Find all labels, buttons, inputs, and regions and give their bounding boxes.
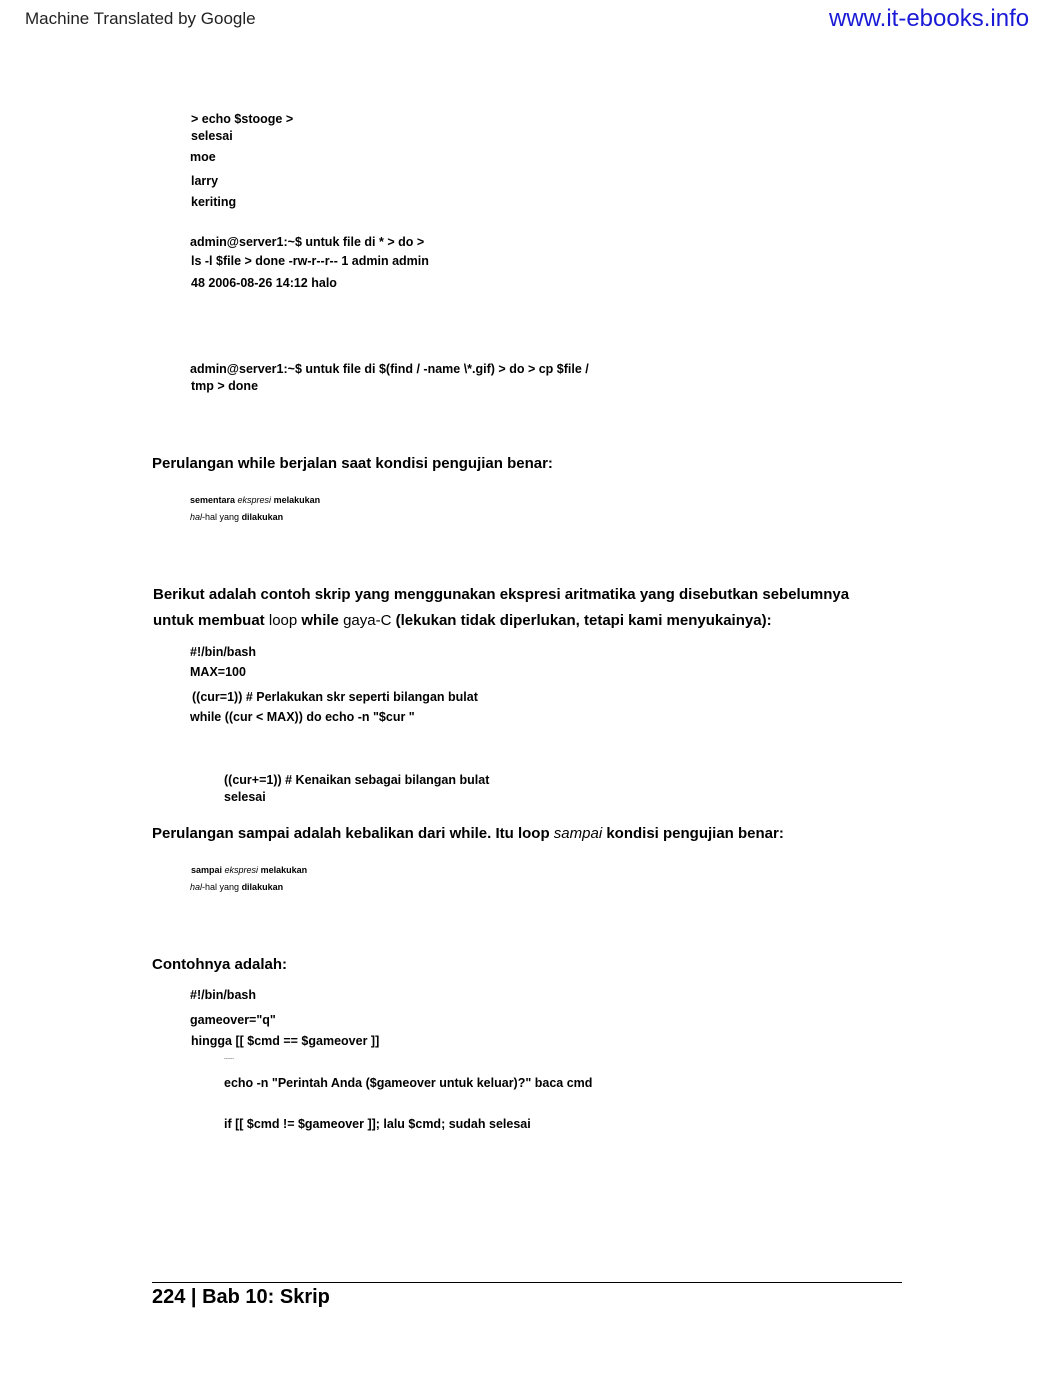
footer-rule [152,1282,902,1283]
text: sampai [553,825,603,842]
paragraph-line: Berikut adalah contoh skrip yang menggunakan ekspresi aritmatika yang disebutkan sebelumnya [153,586,850,603]
keyword: sampai [191,865,223,875]
code-line: selesai [224,790,266,804]
code-line: gameover="q" [190,1013,276,1027]
code-line: #!/bin/bash [190,988,256,1002]
code-line: if [[ $cmd != $gameover ]]; lalu $cmd; sudah selesai [224,1117,531,1131]
text: untuk membuat [153,612,265,629]
code-line: tmp > done [191,379,259,393]
code-line: ((cur+=1)) # Kenaikan sebagai bilangan bulat [224,773,490,787]
keyword: dilakukan [241,512,284,522]
keyword: dilakukan [241,882,284,892]
code-line: admin@server1:~$ untuk file di * > do > [190,235,425,249]
paragraph-line [153,612,772,629]
code-line: larry [191,174,219,188]
text: gaya-C [343,612,392,629]
page-footer: 224 | Bab 10: Skrip [152,1286,330,1308]
code-line: hingga [[ $cmd == $gameover ]] [191,1034,380,1048]
code-line: 48 2006-08-26 14:12 halo [191,276,337,290]
placeholder: ekspresi [237,495,272,505]
placeholder-rest: -hal yang [202,512,240,522]
placeholder: ekspresi [224,865,259,875]
code-line: admin@server1:~$ untuk file di $(find / -name \*.gif) > do > cp $file / [190,362,589,376]
code-line: keriting [191,195,237,209]
while-heading: Perulangan while berjalan saat kondisi pengujian benar: [152,455,553,472]
text: while [301,612,339,629]
until-syntax-line2 [190,882,283,892]
keyword: melakukan [260,865,308,875]
until-syntax-line1 [191,865,307,875]
example-heading: Contohnya adalah: [152,956,288,973]
code-line: > echo $stooge > [191,112,294,126]
text: kondisi pengujian benar: [606,825,784,842]
text: Perulangan sampai adalah kebalikan dari while. Itu loop [152,825,550,842]
keyword: sementara [190,495,236,505]
machine-translated-label: Machine Translated by Google [25,9,256,28]
code-line: selesai [191,129,233,143]
placeholder: hal [190,882,203,892]
keyword: melakukan [273,495,321,505]
placeholder-rest: -hal yang [202,882,240,892]
until-heading [152,825,784,842]
code-line: while ((cur < MAX)) do echo -n "$cur " [190,710,415,724]
while-syntax-line1 [190,495,320,505]
text: (lekukan tidak diperlukan, tetapi kami menyukainya): [395,612,772,629]
code-mark: ------ [224,1056,234,1062]
code-line: #!/bin/bash [190,645,256,659]
code-line: moe [190,150,216,164]
text: loop [268,612,298,629]
site-link[interactable]: www.it-ebooks.info [829,5,1030,32]
while-syntax-line2 [190,512,283,522]
placeholder: hal [190,512,203,522]
code-line: MAX=100 [190,665,246,679]
code-line: echo -n "Perintah Anda ($gameover untuk keluar)?" baca cmd [224,1076,593,1090]
code-line: ((cur=1)) # Perlakukan skr seperti bilangan bulat [192,690,478,704]
code-line: ls -l $file > done -rw-r--r-- 1 admin admin [191,254,429,268]
